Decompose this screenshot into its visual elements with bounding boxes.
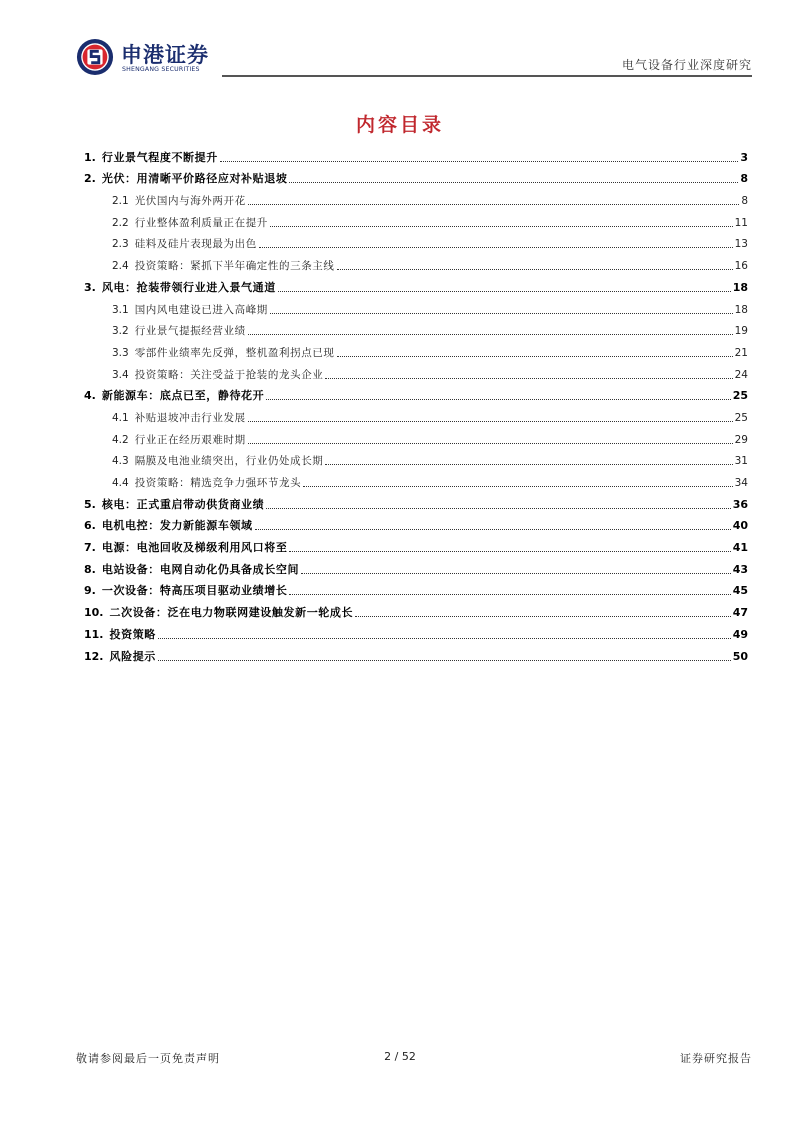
toc-entry-title: 新能源车：底点已至，静待花开: [101, 389, 265, 403]
toc-entry-title: 投资策略: [109, 627, 156, 641]
toc-dot-leader: [248, 443, 733, 444]
toc-entry-title: 行业景气程度不断提升: [101, 150, 218, 164]
toc-entry-page: 25: [732, 389, 748, 403]
toc-dot-leader: [355, 616, 731, 617]
toc-dot-leader: [289, 551, 730, 552]
toc-dot-leader: [248, 334, 733, 335]
toc-entry-page: 3: [740, 150, 748, 164]
toc-dot-leader: [158, 638, 731, 639]
toc-entry[interactable]: [84, 143, 748, 165]
toc-entry[interactable]: [84, 360, 748, 382]
toc-entry-page: 34: [734, 477, 748, 489]
toc-entry-number: 2.1: [112, 195, 129, 208]
toc-entry-page: 31: [734, 455, 748, 468]
toc-dot-leader: [325, 464, 732, 465]
toc-entry[interactable]: [84, 317, 748, 339]
toc-entry[interactable]: [84, 468, 748, 490]
toc-entry[interactable]: [84, 165, 748, 187]
toc-entry-title: 行业整体盈利质量正在提升: [134, 216, 268, 229]
toc-dot-leader: [220, 161, 739, 162]
toc-entry-page: 45: [732, 584, 748, 598]
toc-dot-leader: [248, 204, 740, 205]
toc-entry[interactable]: [84, 490, 748, 512]
toc-entry-title: 电站设备：电网自动化仍具备成长空间: [101, 562, 300, 576]
toc-entry-title: 硅料及硅片表现最为出色: [134, 238, 257, 251]
shengang-logo-icon: [76, 38, 114, 76]
toc-dot-leader: [266, 508, 730, 509]
toc-entry[interactable]: [84, 295, 748, 317]
company-name-en: SHENGANG SECURITIES: [122, 66, 200, 73]
toc-entry-title: 风险提示: [109, 649, 156, 663]
toc-entry-page: 18: [732, 280, 748, 294]
toc-entry[interactable]: [84, 512, 748, 534]
toc-entry[interactable]: [84, 382, 748, 404]
toc-entry[interactable]: [84, 598, 748, 620]
toc-entry[interactable]: [84, 338, 748, 360]
toc-entry[interactable]: [84, 403, 748, 425]
toc-entry-title: 电机电控：发力新能源车领域: [101, 519, 253, 533]
toc-dot-leader: [337, 356, 733, 357]
table-of-contents: [84, 143, 748, 664]
toc-entry-number: 6.: [84, 519, 96, 533]
toc-entry-number: 8.: [84, 562, 96, 576]
toc-entry[interactable]: [84, 447, 748, 469]
toc-entry-page: 29: [734, 433, 748, 446]
toc-entry[interactable]: [84, 533, 748, 555]
toc-entry-number: 4.4: [112, 477, 129, 489]
toc-entry[interactable]: [84, 577, 748, 599]
toc-entry[interactable]: [84, 273, 748, 295]
toc-entry-title: 隔膜及电池业绩突出，行业仍处成长期: [134, 455, 324, 468]
toc-entry-number: 3.: [84, 280, 96, 294]
toc-entry[interactable]: [84, 620, 748, 642]
toc-entry[interactable]: [84, 642, 748, 664]
toc-entry-title: 核电：正式重启带动供货商业绩: [101, 497, 265, 511]
toc-entry-number: 2.3: [112, 238, 129, 251]
toc-entry-number: 2.2: [112, 216, 129, 229]
toc-entry-page: 41: [732, 541, 748, 555]
toc-entry-page: 24: [734, 368, 748, 381]
toc-entry[interactable]: [84, 425, 748, 447]
toc-entry-title: 投资策略：精选竞争力强环节龙头: [134, 477, 302, 489]
toc-entry-page: 43: [732, 562, 748, 576]
toc-entry-page: 25: [734, 411, 748, 424]
toc-entry[interactable]: [84, 208, 748, 230]
toc-entry-title: 行业正在经历艰难时期: [134, 433, 246, 446]
toc-entry-title: 投资策略：紧抓下半年确定性的三条主线: [134, 260, 335, 273]
toc-dot-leader: [301, 573, 731, 574]
toc-dot-leader: [255, 529, 731, 530]
toc-entry-number: 12.: [84, 649, 104, 663]
toc-entry-number: 2.4: [112, 260, 129, 273]
toc-entry[interactable]: [84, 555, 748, 577]
toc-entry-number: 9.: [84, 584, 96, 598]
toc-dot-leader: [325, 378, 732, 379]
toc-entry-number: 1.: [84, 150, 96, 164]
page-indicator: 2 / 52: [384, 1050, 416, 1063]
toc-entry-title: 国内风电建设已进入高峰期: [134, 303, 268, 316]
footer-disclaimer: 敬请参阅最后一页免责声明: [76, 1052, 220, 1065]
toc-entry-page: 40: [732, 519, 748, 533]
toc-entry-title: 零部件业绩率先反弹，整机盈利拐点已现: [134, 346, 335, 359]
toc-dot-leader: [266, 399, 730, 400]
toc-entry-page: 8: [741, 195, 748, 208]
toc-entry-number: 3.4: [112, 368, 129, 381]
toc-entry-page: 18: [734, 303, 748, 316]
toc-entry-number: 4.1: [112, 411, 129, 424]
toc-entry-number: 10.: [84, 606, 104, 620]
toc-entry-title: 二次设备：泛在电力物联网建设触发新一轮成长: [109, 606, 354, 620]
toc-entry-title: 电源：电池回收及梯级利用风口将至: [101, 541, 288, 555]
toc-title: 内容目录: [355, 114, 444, 136]
toc-dot-leader: [270, 226, 733, 227]
company-name-cn: 申港证券: [121, 43, 209, 67]
toc-dot-leader: [337, 269, 733, 270]
toc-entry-title: 补贴退坡冲击行业发展: [134, 411, 246, 424]
toc-entry-number: 5.: [84, 497, 96, 511]
toc-entry-number: 2.: [84, 172, 96, 186]
toc-dot-leader: [270, 313, 733, 314]
toc-entry-number: 3.2: [112, 325, 129, 338]
toc-entry-title: 光伏：用清晰平价路径应对补贴退坡: [101, 172, 288, 186]
footer-doc-type: 证券研究报告: [680, 1052, 752, 1065]
toc-dot-leader: [303, 486, 732, 487]
toc-entry-page: 16: [734, 260, 748, 273]
toc-entry-number: 4.2: [112, 433, 129, 446]
toc-entry-page: 21: [734, 346, 748, 359]
toc-entry-page: 13: [734, 238, 748, 251]
toc-entry[interactable]: [84, 186, 748, 208]
toc-entry-number: 3.1: [112, 303, 129, 316]
toc-entry-title: 风电：抢装带领行业进入景气通道: [101, 280, 276, 294]
toc-dot-leader: [278, 291, 731, 292]
toc-dot-leader: [259, 247, 733, 248]
toc-dot-leader: [289, 594, 730, 595]
company-logo: [76, 38, 226, 78]
toc-dot-leader: [248, 421, 733, 422]
toc-entry-title: 行业景气提振经营业绩: [134, 325, 246, 338]
toc-entry-title: 投资策略：关注受益于抢装的龙头企业: [134, 368, 324, 381]
toc-entry-number: 4.: [84, 389, 96, 403]
toc-entry-page: 49: [732, 627, 748, 641]
toc-entry-page: 11: [734, 216, 748, 229]
toc-entry-page: 50: [732, 649, 748, 663]
header-divider: [222, 75, 752, 77]
toc-entry[interactable]: [84, 230, 748, 252]
toc-entry[interactable]: [84, 251, 748, 273]
toc-entry-page: 47: [732, 606, 748, 620]
toc-entry-title: 一次设备：特高压项目驱动业绩增长: [101, 584, 288, 598]
report-type: 电气设备行业深度研究: [621, 58, 752, 72]
toc-entry-title: 光伏国内与海外两开花: [134, 195, 246, 208]
toc-entry-page: 19: [734, 325, 748, 338]
toc-entry-number: 7.: [84, 541, 96, 555]
toc-entry-number: 11.: [84, 627, 104, 641]
toc-dot-leader: [158, 660, 731, 661]
toc-entry-page: 8: [740, 172, 748, 186]
toc-dot-leader: [289, 182, 738, 183]
toc-entry-number: 3.3: [112, 346, 129, 359]
toc-entry-number: 4.3: [112, 455, 129, 468]
toc-entry-page: 36: [732, 497, 748, 511]
